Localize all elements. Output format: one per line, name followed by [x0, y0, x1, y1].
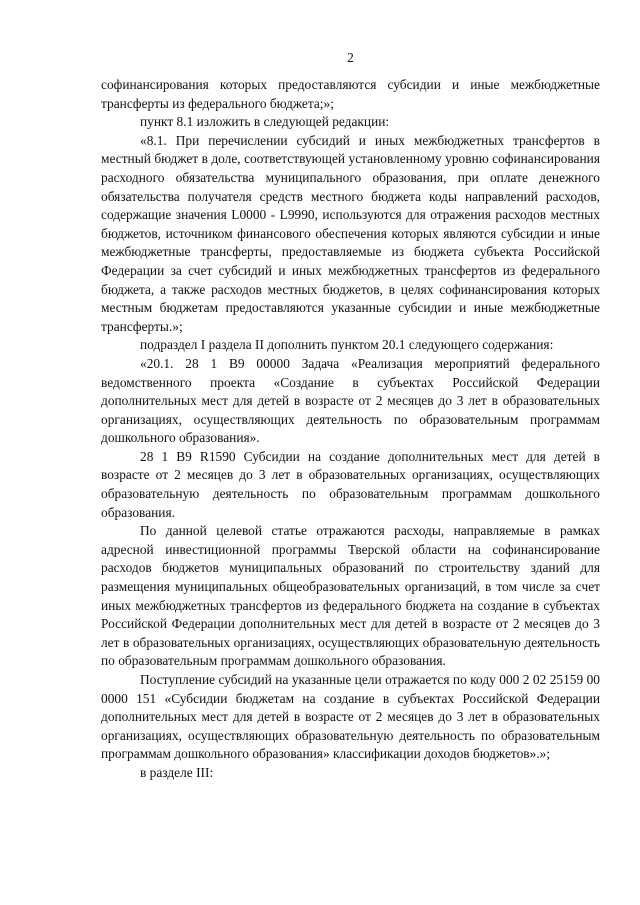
paragraph: «8.1. При перечислении субсидий и иных межбюджетных трансфертов в местный бюджет в доле, соответствующей установленному уровню софинансирования расходного обязательства муниципального образования, при оплате денежного обязательства получателя средств местного бюджета коды направлений расходов, содержащие значения L0000 - L9990, используются для отражения расходов местных бюджетов, источником финансового обеспечения которых являются субсидии и иные межбюджетные трансферты, предоставляемые из бюджета субъекта Российской Федерации за счет субсидий и иных межбюджетных трансфертов из федерального бюджета, а также расходов местных бюджетов, в целях софинансирования которых местным бюджетам предоставляются указанные субсидии и иные межбюджетные трансферты.»; — [101, 132, 600, 334]
paragraph: пункт 8.1 изложить в следующей редакции: — [140, 114, 390, 130]
paragraph: «20.1. 28 1 В9 00000 Задача «Реализация мероприятий федерального ведомственного проекта «Создание в субъектах Российской Федерации дополнительных мест для детей в возрасте от 2 месяцев до 3 лет в образовательных организациях, осуществляющих деятельность по образовательным программам дошкольного образования». — [101, 355, 600, 446]
document-body — [101, 76, 600, 783]
paragraph: По данной целевой статье отражаются расходы, направляемые в рамках адресной инвестиционной программы Тверской области на софинансирование расходов бюджетов муниципальных образований по строительству зданий для размещения муниципальных общеобразовательных организаций, в том числе за счет иных межбюджетных трансфертов из федерального бюджета на создание в субъектах Российской Федерации дополнительных мест для детей в возрасте от 2 месяцев до 3 лет в образовательных организациях, осуществляющих образовательную деятельность по образовательным программам дошкольного образования. — [101, 523, 600, 669]
paragraph: Поступление субсидий на указанные цели отражается по коду 000 2 02 25159 00 0000 151 «Субсидии бюджетам на создание в субъектах Российской Федерации дополнительных мест для детей в возрасте от 2 месяцев до 3 лет в образовательных организациях, осуществляющих образовательную деятельность по образовательным программам дошкольного образования» классификации доходов бюджетов».»; — [101, 672, 600, 762]
page-number: 2 — [347, 50, 354, 65]
paragraph: 28 1 В9 R1590 Субсидии на создание дополнительных мест для детей в возрасте от 2 месяцев до 3 лет в образовательных организациях, осуществляющих образовательную деятельность по образовательным программам дошкольного образования. — [101, 448, 600, 520]
paragraph: в разделе III: — [140, 764, 214, 780]
paragraph: софинансирования которых предоставляются субсидии и иные межбюджетные трансферты из федерального бюджета;»; — [101, 77, 600, 111]
paragraph: подраздел I раздела II дополнить пунктом 20.1 следующего содержания: — [140, 337, 554, 353]
